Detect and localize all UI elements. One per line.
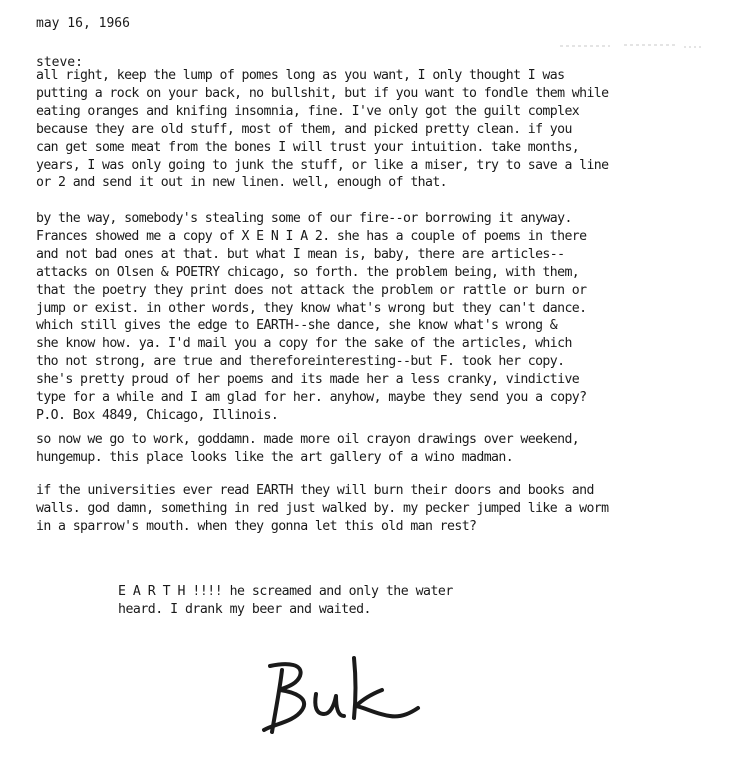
scan-marks: [560, 40, 710, 52]
paragraph-1: all right, keep the lump of pomes long as you want, I only thought I was putting a rock on your back, no bullshit, but if you want to fondle them while eating oranges and knifing insomnia, fine. I've only got the guilt complex because they are old stuff, most of them, and picked pretty clean. if you can get some meat from the bones I will trust your intuition. take months, years, I was only going to junk the stuff, or like a miser, try to save a line or 2 and send it out in new linen. well, enough of that.: [36, 68, 609, 191]
paragraph-2: by the way, somebody's stealing some of our fire--or borrowing it anyway. Frances showed me a copy of X E N I A 2. she has a couple of poems in there and not bad ones at that. but what I mean is, baby, there are articles-- attacks on Olsen & POETRY chicago, so forth. the problem being, with them, that the poetry they print does not attack the problem or rattle or burn or jump or exist. in other words, they know what's wrong but they can't dance. which still gives the edge to EARTH--she dance, she know what's wrong & she know how. ya. I'd mail you a copy for the sake of the articles, which tho not strong, are true and thereforeinteresting--but F. took her copy. she's pretty proud of her poems and its made her a less cranky, vindictive type for a while and I am glad for her. anyhow, maybe they send you a copy? P.O. Box 4849, Chicago, Illinois.: [36, 211, 587, 423]
coda: E A R T H !!!! he screamed and only the water heard. I drank my beer and waited.: [118, 584, 453, 617]
paragraph-3: so now we go to work, goddamn. made more oil crayon drawings over weekend, hungemup. this place looks like the art gallery of a wino madman.: [36, 432, 580, 465]
signature: [258, 652, 428, 742]
salutation: steve:: [36, 55, 83, 70]
letter-date: may 16, 1966: [36, 16, 130, 31]
paragraph-4: if the universities ever read EARTH they will burn their doors and books and walls. god damn, something in red just walked by. my pecker jumped like a worm in a sparrow's mouth. when they gonna let this old man rest?: [36, 483, 609, 534]
